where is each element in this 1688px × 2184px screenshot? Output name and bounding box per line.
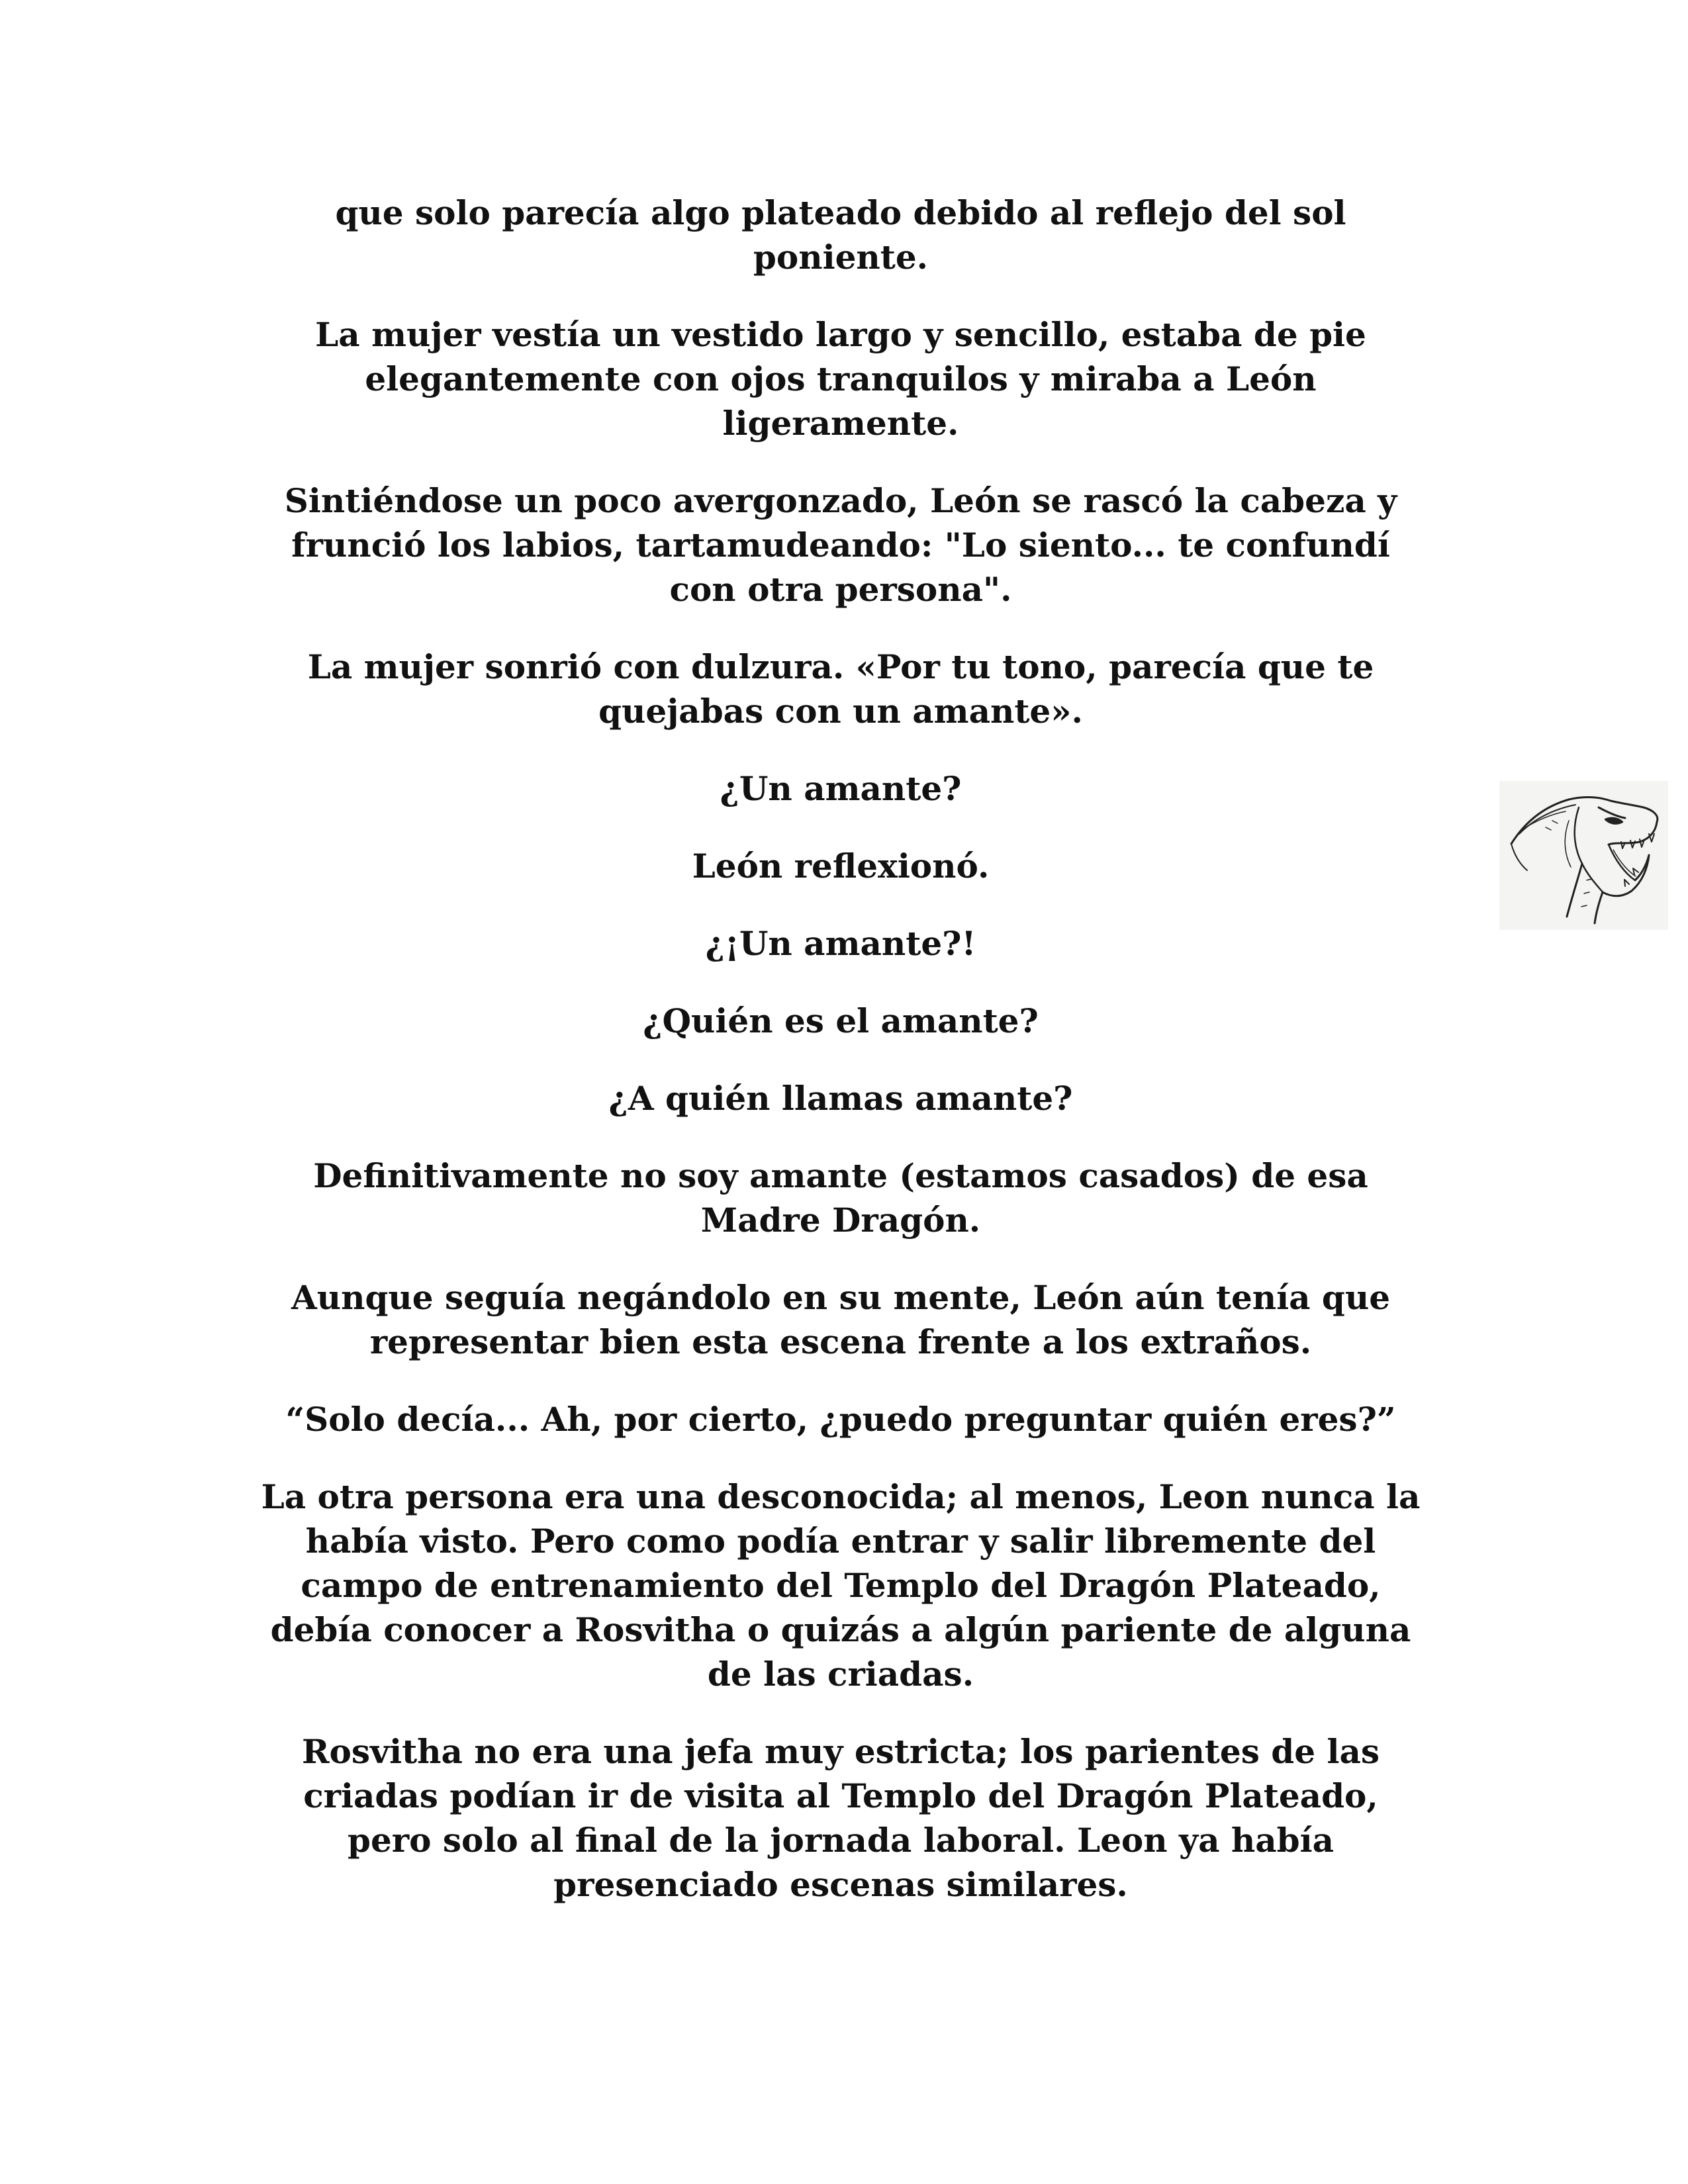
text-line: Aunque seguía negándolo en su mente, León aún tenía que <box>291 1278 1391 1317</box>
text-line: pero solo al final de la jornada laboral. Leon ya había <box>348 1821 1334 1860</box>
text-line: quejabas con un amante». <box>598 692 1083 731</box>
text-line: Definitivamente no soy amante (estamos casados) de esa <box>313 1156 1368 1195</box>
paragraph <box>218 645 1463 733</box>
text-line: criadas podían ir de visita al Templo del Dragón Plateado, <box>303 1776 1378 1815</box>
dragon-head-sketch-icon <box>1499 781 1668 930</box>
paragraph <box>218 1275 1463 1364</box>
text-line: La otra persona era una desconocida; al menos, Leon nunca la <box>261 1477 1421 1516</box>
text-line: elegantemente con ojos tranquilos y miraba a León <box>365 359 1317 398</box>
text-line: con otra persona". <box>669 570 1012 609</box>
text-line: ¿Un amante? <box>720 769 962 808</box>
text-line: ¿¡Un amante?! <box>705 924 976 963</box>
paragraph <box>218 844 1463 888</box>
text-line: que solo parecía algo plateado debido al reflejo del sol <box>335 193 1346 232</box>
text-line: frunció los labios, tartamudeando: "Lo siento... te confundí <box>291 525 1390 565</box>
text-line: de las criadas. <box>707 1655 974 1694</box>
paragraph <box>218 1475 1463 1696</box>
paragraph <box>218 1397 1463 1441</box>
text-line: “Solo decía... Ah, por cierto, ¿puedo preguntar quién eres?” <box>285 1400 1396 1439</box>
text-line: Madre Dragón. <box>700 1201 981 1240</box>
text-line: debía conocer a Rosvitha o quizás a algún pariente de alguna <box>270 1610 1411 1649</box>
text-line: ¿Quién es el amante? <box>643 1001 1039 1040</box>
paragraph <box>218 999 1463 1043</box>
text-line: presenciado escenas similares. <box>553 1865 1128 1904</box>
text-line: había visto. Pero como podía entrar y salir libremente del <box>305 1522 1376 1561</box>
paragraph <box>218 1729 1463 1907</box>
text-line: La mujer sonrió con dulzura. «Por tu tono, parecía que te <box>307 647 1374 686</box>
paragraph <box>218 312 1463 445</box>
paragraph <box>218 1154 1463 1242</box>
text-line: ¿A quién llamas amante? <box>608 1079 1073 1118</box>
paragraph <box>218 921 1463 966</box>
text-line: Rosvitha no era una jefa muy estricta; los parientes de las <box>301 1732 1380 1771</box>
paragraph <box>218 478 1463 612</box>
body-text <box>218 191 1463 1940</box>
text-line: poniente. <box>753 238 929 277</box>
text-line: campo de entrenamiento del Templo del Dragón Plateado, <box>301 1566 1381 1605</box>
text-line: ligeramente. <box>722 404 959 443</box>
text-line: León reflexionó. <box>692 846 990 886</box>
text-line: representar bien esta escena frente a los extraños. <box>369 1322 1312 1361</box>
paragraph <box>218 1076 1463 1120</box>
text-line: Sintiéndose un poco avergonzado, León se rascó la cabeza y <box>284 481 1397 520</box>
paragraph <box>218 766 1463 811</box>
text-line: La mujer vestía un vestido largo y sencillo, estaba de pie <box>315 315 1366 354</box>
paragraph <box>218 191 1463 279</box>
